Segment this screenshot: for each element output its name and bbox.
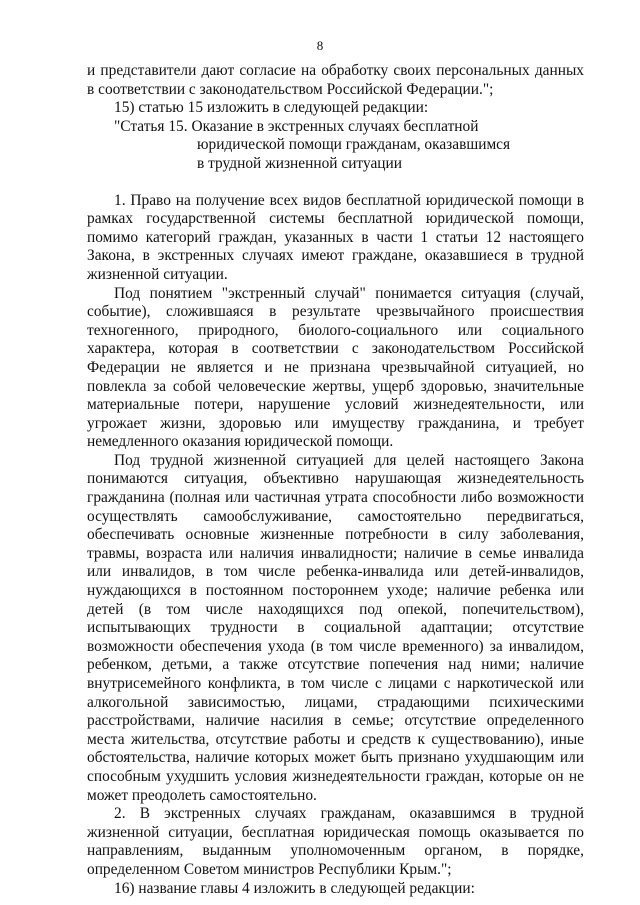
article-title-line-1: "Статья 15. Оказание в экстренных случаях бесплатной xyxy=(114,117,479,135)
paragraph-emergency-definition: Под понятием "экстренный случай" понимается ситуация (случай, событие), сложившаяся в результате чрезвычайного происшествия техногенного, природного, биолого-социального или социального характера, которая в соответствии с законодательством Российской Федерации не является и не признана чрезвычайной ситуацией, но повлекла за собой человеческие жертвы, ущерб здоровью, значительные материальные потери, нарушение условий жизнедеятельности, или угрожает жизни, здоровью или имуществу гражданина, и требует немедленного оказания юридической помощи. xyxy=(87,284,584,451)
article-title-line-2: юридической помощи гражданам, оказавшимся xyxy=(197,136,511,154)
paragraph-hardship-definition: Под трудной жизненной ситуацией для целей настоящего Закона понимаются ситуация, объективно нарушающая жизнедеятельность гражданина (полная или частичная утрата способности либо возможности осуществлять самообслуживание, самостоятельно передвигаться, обеспечивать основные жизненные потребности в силу заболевания, травмы, возраста или наличия инвалидности; наличие в семье инвалида или инвалидов, в том числе ребенка-инвалида или детей-инвалидов, нуждающихся в постоянном постороннем уходе; наличие ребенка или детей (в том числе находящихся под опекой, попечительством), испытывающих трудности в социальной адаптации; отсутствие возможности обеспечения ухода (в том числе временного) за инвалидом, ребенком, детьми, а также отсутствие попечения над ними; наличие внутрисемейного конфликта, в том числе с лицами с наркотической или алкогольной зависимостью, лицами, страдающими психическими расстройствами, наличие насилия в семье; отсутствие определенного места жительства, отсутствие работы и средств к существованию), иные обстоятельства, наличие которых может быть признано ухудшающим или способным ухудшить условия жизнедеятельности граждан, которые он не может преодолеть самостоятельно. xyxy=(87,451,584,804)
spacer xyxy=(87,174,584,192)
document-body xyxy=(87,62,584,898)
paragraph-consent-end: и представители дают согласие на обработку своих персональных данных в соответствии с законодательством Российской Федерации."; xyxy=(87,62,584,98)
paragraph-part-1: 1. Право на получение всех видов бесплатной юридической помощи в рамках государственной системы бесплатной юридической помощи, помимо категорий граждан, указанных в части 1 статьи 12 настоящего Закона, в экстренных случаях имеют граждане, оказавшиеся в трудной жизненной ситуации. xyxy=(87,191,584,283)
paragraph-part-2: 2. В экстренных случаях гражданам, оказавшимся в трудной жизненной ситуации, бесплатная юридическая помощь оказывается по направлениям, выданным уполномоченным органом, в порядке, определенном Советом министров Республики Крым."; xyxy=(87,805,584,878)
article-title-line-3: в трудной жизненной ситуации xyxy=(197,154,402,172)
page-number: 8 xyxy=(316,38,324,53)
paragraph-item-15: 15) статью 15 изложить в следующей редакции: xyxy=(114,99,429,117)
paragraph-item-16: 16) название главы 4 изложить в следующей редакции: xyxy=(114,879,475,897)
article-title xyxy=(87,118,584,174)
